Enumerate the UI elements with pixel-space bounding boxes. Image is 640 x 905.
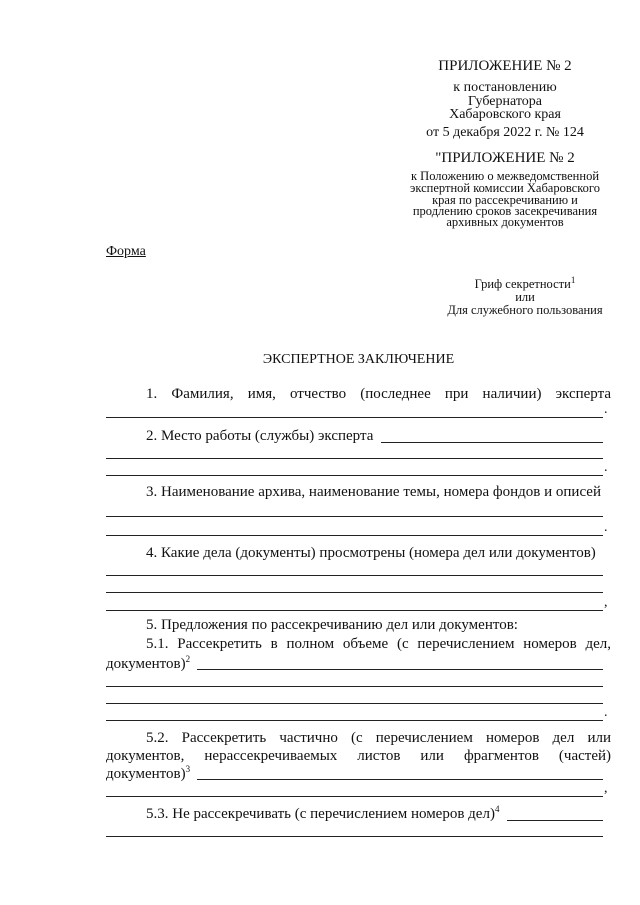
period: . <box>604 705 608 720</box>
period: . <box>604 460 608 475</box>
to-resolution: к постановлению <box>453 80 557 95</box>
footnote-ref: 4 <box>494 804 500 814</box>
fill-line <box>106 535 603 536</box>
document-title: ЭКСПЕРТНОЕ ЗАКЛЮЧЕНИЕ <box>262 352 455 367</box>
sub-header-line: продлению сроков засекречивания <box>412 204 598 218</box>
region: Хабаровского края <box>449 107 561 122</box>
fill-line <box>106 516 603 517</box>
fill-line <box>106 703 603 704</box>
appendix-title: ПРИЛОЖЕНИЕ № 2 <box>438 58 572 74</box>
period: . <box>604 520 608 535</box>
official-use-label: Для служебного пользования <box>447 303 603 317</box>
item-5-2-text: документов) <box>106 766 186 782</box>
item-5-3-line <box>146 806 499 823</box>
form-label: Форма <box>106 244 146 259</box>
comma: , <box>604 595 608 610</box>
sub-appendix-title: "ПРИЛОЖЕНИЕ № 2 <box>435 150 575 166</box>
item-5-1-line1: 5.1. Рассекретить в полном объеме (с перечислением номеров дел, <box>146 636 611 652</box>
item-2-text: 2. Место работы (службы) эксперта <box>146 428 374 444</box>
governor: Губернатора <box>467 94 543 109</box>
item-5-2-line2: документов, нерассекречиваемых листов или фрагментов (частей) <box>106 748 611 764</box>
sub-header-line: экспертной комиссии Хабаровского <box>410 181 600 195</box>
secrecy-stamp <box>440 274 610 291</box>
item-5-2-line1: 5.2. Рассекретить частично (с перечислением номеров дел или <box>146 730 611 746</box>
fill-line <box>197 669 603 670</box>
sub-header-line: архивных документов <box>446 215 564 229</box>
fill-line <box>381 442 603 443</box>
comma: , <box>604 781 608 796</box>
item-5-1-line2 <box>106 656 190 673</box>
fill-line <box>106 720 603 721</box>
item-3-text: 3. Наименование архива, наименование темы, номера фондов и описей <box>146 484 601 500</box>
fill-line <box>106 796 603 797</box>
footnote-ref: 3 <box>185 764 191 774</box>
fill-line <box>106 417 603 418</box>
fill-line <box>106 592 603 593</box>
fill-line <box>106 836 603 837</box>
secrecy-label: Гриф секретности <box>474 277 571 291</box>
fill-line <box>106 686 603 687</box>
fill-line <box>106 458 603 459</box>
footnote-ref: 2 <box>185 654 191 664</box>
sub-header-line: края по рассекречиванию и <box>432 193 578 207</box>
item-5-3-text: 5.3. Не рассекречивать (с перечислением номеров дел) <box>146 806 495 822</box>
date-number: от 5 декабря 2022 г. № 124 <box>426 125 584 140</box>
fill-line <box>106 575 603 576</box>
fill-line <box>507 820 603 821</box>
sub-header-line: к Положению о межведомственной <box>410 169 600 183</box>
item-5-text: 5. Предложения по рассекречиванию дел или документов: <box>146 617 518 633</box>
item-5-1-text: документов) <box>106 656 186 672</box>
fill-line <box>106 475 603 476</box>
item-4-text: 4. Какие дела (документы) просмотрены (номера дел или документов) <box>146 545 596 561</box>
fill-line <box>106 610 603 611</box>
or-label: или <box>515 290 535 304</box>
item-1-text: 1. Фамилия, имя, отчество (последнее при наличии) эксперта <box>146 386 611 402</box>
footnote-ref: 1 <box>570 274 576 285</box>
fill-line <box>197 779 603 780</box>
item-5-2-line3 <box>106 766 190 783</box>
period: . <box>604 402 608 417</box>
